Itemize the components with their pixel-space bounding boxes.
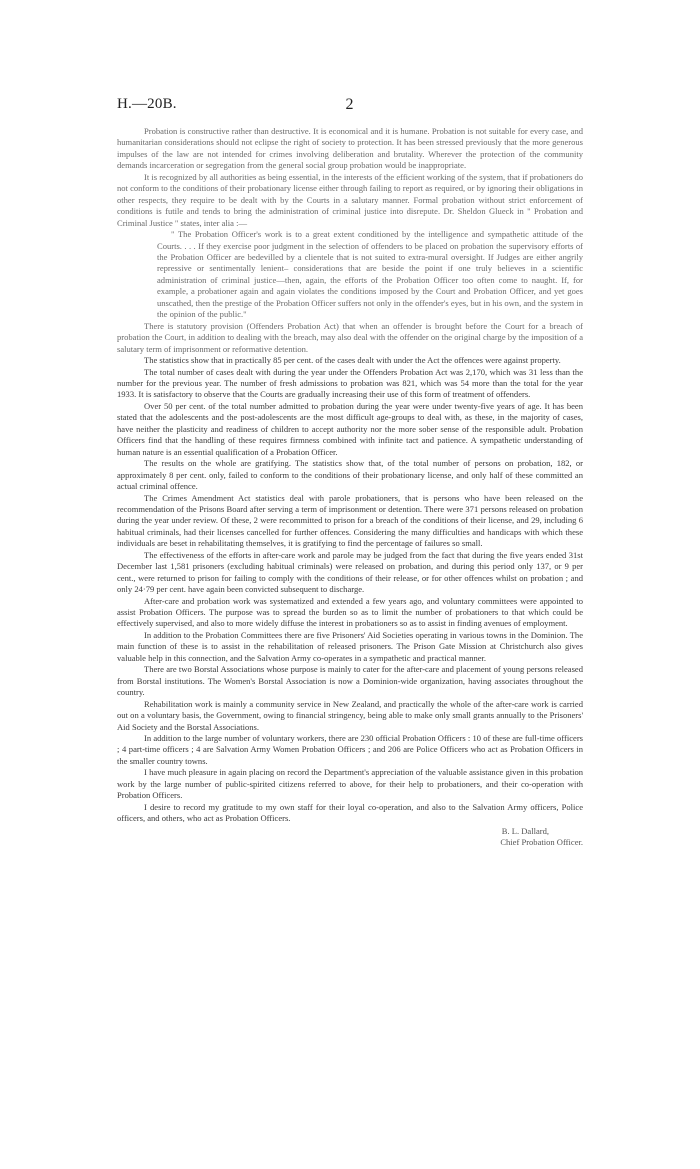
paragraph: The total number of cases dealt with during the year under the Offenders Probation Act was 2,170, which was 31 less than the number for the previous year. The number of fresh admissions to probation was 821, which was 54 more than the total for the year 1933. It is satisfactory to observe that the Courts are gradually increasing their use of this form of treatment of offenders.: [117, 366, 583, 400]
paragraph: The Crimes Amendment Act statistics deal with parole probationers, that is persons who have been released on the recommendation of the Prisons Board after serving a term of imprisonment or detention. There were 371 persons released on probation during the year under review. Of these, 2 were recommitted to prison for a breach of the conditions of their license, and 29, including 6 habitual criminals, had their licenses cancelled for further offences. Considering the many difficulties and handicaps with which these individuals are beset in rehabilitating themselves, it is gratifying to find the percentage of failures so small.: [117, 492, 583, 549]
paragraph: It is recognized by all authorities as being essential, in the interests of the efficient working of the system, that if probationers do not conform to the conditions of their probationary license either through failing to report as required, or by ignoring their obligations in other respects, they require to be dealt with by the Courts in a salutary manner. Formal probation without strict enforcement of conditions is futile and tends to bring the administration of criminal justice into disrepute. Dr. Sheldon Glueck in " Probation and Criminal Justice " states, inter alia :—: [117, 171, 583, 228]
paragraph: The results on the whole are gratifying. The statistics show that, of the total number of persons on probation, 182, or approximately 8 per cent. only, failed to conform to the conditions of their probationary license, and only half of these committed an actual criminal offence.: [117, 458, 583, 492]
paragraph: The statistics show that in practically 85 per cent. of the cases dealt with under the Act the offences were against property.: [144, 355, 561, 366]
paragraph: The effectiveness of the efforts in after-care work and parole may be judged from the fact that during the five years ended 31st December last 1,581 prisoners (excluding habitual criminals) were released on probation, and during this period only 137, or 9 per cent., were returned to prison for failing to comply with the conditions of their release, or for other offences whilst on probation ; and only 24·79 per cent. have again been convicted subsequent to discharge.: [117, 549, 583, 595]
paragraph: In addition to the Probation Committees there are five Prisoners' Aid Societies operating in various towns in the Dominion. The main function of these is to assist in the rehabilitation of released prisoners. The Prison Gate Mission at Christchurch also gives valuable help in this connection, and the Salvation Army co-operates in a sympathetic and practical manner.: [117, 629, 583, 663]
paragraph: In addition to the large number of voluntary workers, there are 230 official Probation Officers : 10 of these are full-time officers ; 4 part-time officers ; 4 are Salvation Army Women Probation Officers ; and 206 are Police Officers who act as Probation Officers in the smaller country towns.: [117, 733, 583, 766]
paragraph: I have much pleasure in again placing on record the Department's appreciation of the valuable assistance given in this probation work by the large number of public-spirited citizens referred to above, for their help to probationers, and their co-operation with Probation Officers.: [117, 767, 583, 801]
page-number: 2: [345, 96, 354, 113]
paragraph: After-care and probation work was systematized and extended a few years ago, and voluntary committees were appointed to assist Probation Officers. The purpose was to spread the burden so as to limit the number of probationers to that which could be effectively supervised, and also to more widely diffuse the interest in probationers so as to assist in finding avenues of employment.: [117, 595, 583, 629]
paragraph: Probation is constructive rather than destructive. It is economical and it is humane. Probation is not suitable for every case, and humanitarian considerations should not eclipse the right of society to protection. It has been stressed previously that the more generous impulses of the law are not intended for crimes involving deliberation and brutality. Wherever the protection of the community demands incarceration or segregation from the general social group probation would be inappropriate.: [117, 126, 583, 171]
paragraph: I desire to record my gratitude to my own staff for their loyal co-operation, and also to the Salvation Army officers, Police officers, and others, who act as Probation Officers.: [117, 801, 583, 824]
paragraph: Over 50 per cent. of the total number admitted to probation during the year were under twenty-five years of age. It has been stated that the adolescents and the post-adolescents are the most difficult age-groups to deal with, as these, in the majority of cases, have neither the plasticity and readiness of children to accept authority nor the more sober sense of the responsible adult. Probation Officers find that the handling of these requires firmness combined with infinite tact and patience. A sympathetic understanding of human nature is an essential qualification of a Probation Officer.: [117, 400, 583, 457]
block-quote: " The Probation Officer's work is to a great extent conditioned by the intelligence and sympathetic attitude of the Courts. . . . If they exercise poor judgment in the selection of offenders to be placed on probation the supervisory efforts of the Probation Officer are bedevilled by a clientele that is not suited to extra-mural oversight. If Judges are either angrily repressive or sentimentally lenient– considerations that are beside the point if one truly believes in a scientific administration of criminal justice—then, again, the efforts of the Probation Officer too often come to naught. If, for example, a probationer again and again violates the conditions imposed by the Court and Probation Officer, and yet goes unscathed, then the prestige of the Probation Officer suffers not only in the offender's eyes, but in his own, and the system in the opinion of the public.": [157, 229, 583, 320]
signature-block: [117, 826, 583, 849]
document-body: [117, 126, 583, 849]
signature-title: Chief Probation Officer.: [500, 837, 583, 848]
paragraph: There is statutory provision (Offenders Probation Act) that when an offender is brought before the Court for a breach of probation the Court, in addition to dealing with the breach, may also deal with the offender on the original charge by the imposition of a salutary term of imprisonment or reformative detention.: [117, 320, 583, 354]
paragraph: Rehabilitation work is mainly a community service in New Zealand, and practically the whole of the after-care work is carried out on a voluntary basis, the Government, owing to financial stringency, being able to make only small grants annually to the Prisoners' Aid Society and the Borstal Associations.: [117, 698, 583, 732]
paragraph: There are two Borstal Associations whose purpose is mainly to cater for the after-care and placement of young persons released from Borstal institutions. The Women's Borstal Association is now a Dominion-wide organization, having associates throughout the country.: [117, 664, 583, 698]
signature-name: B. L. Dallard,: [501, 825, 549, 836]
page-header: [117, 96, 582, 116]
document-reference: H.—20B.: [117, 96, 177, 112]
